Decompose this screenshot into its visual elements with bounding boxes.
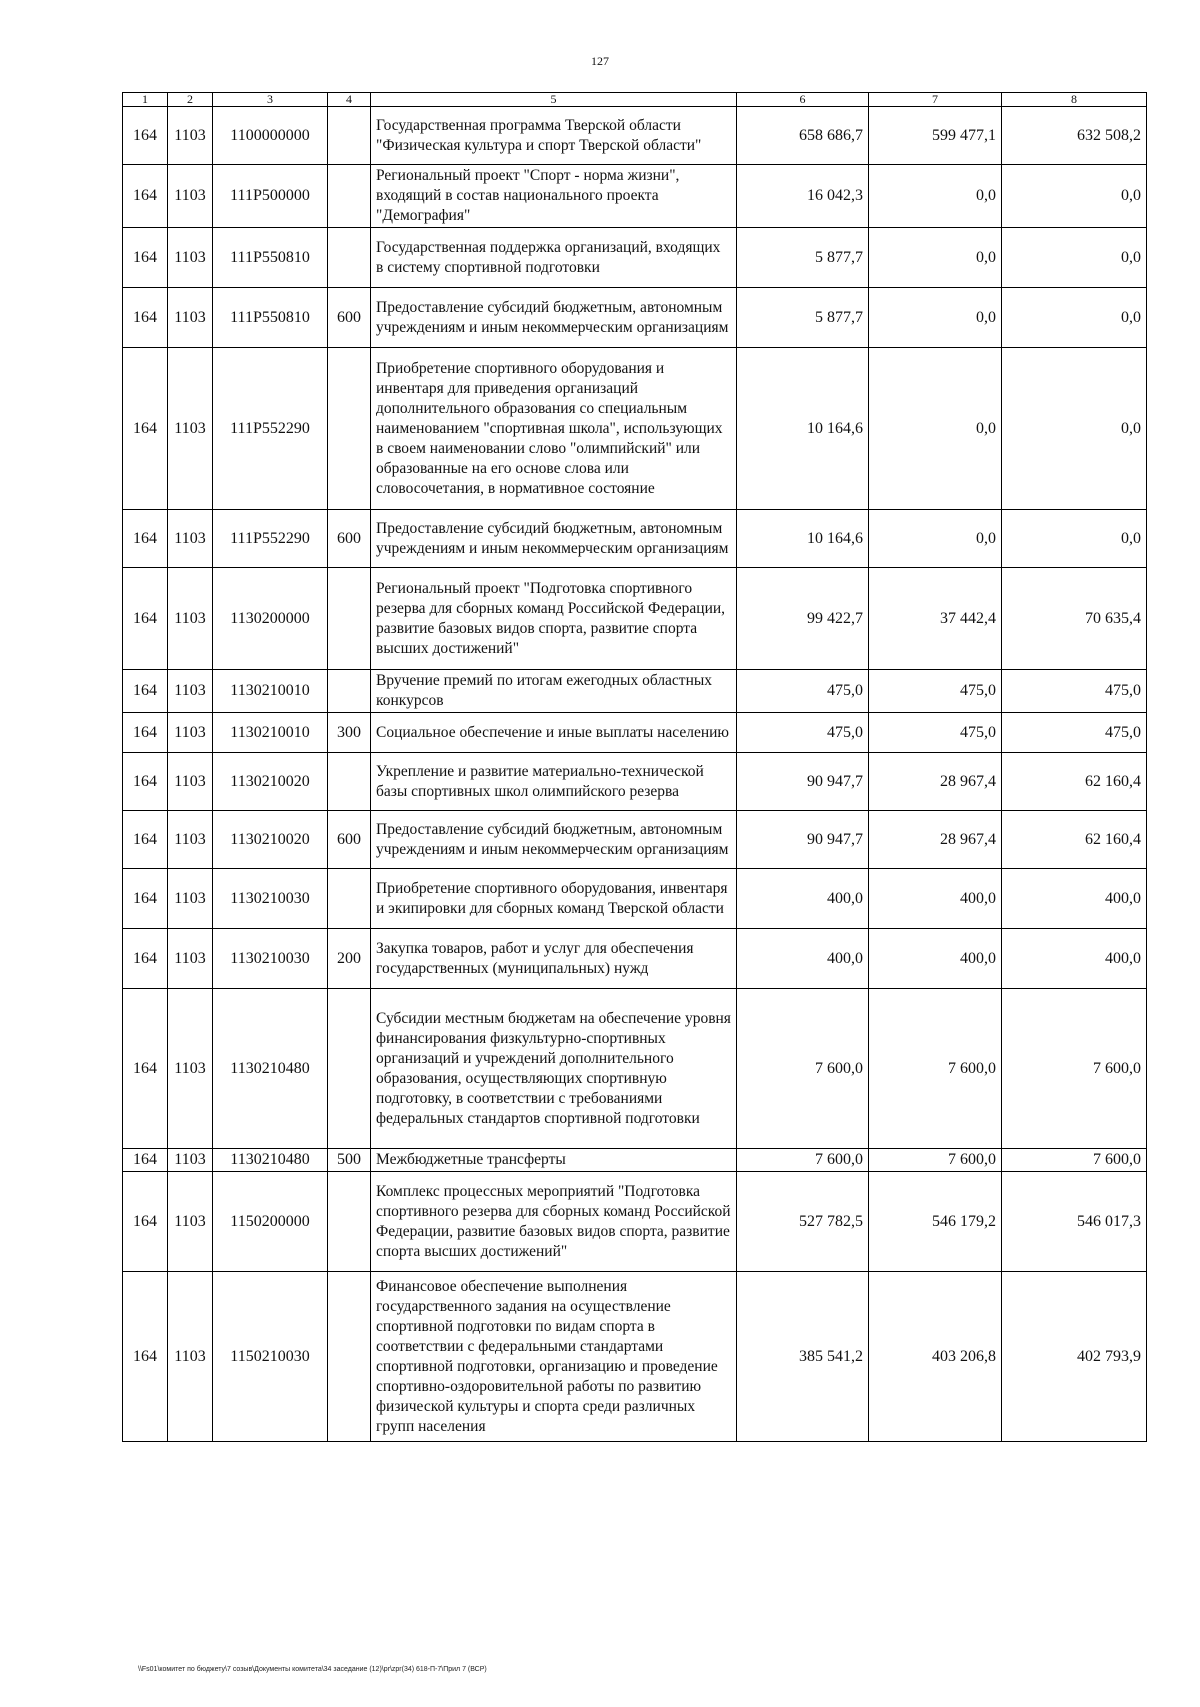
item-description: Межбюджетные трансферты — [371, 1149, 737, 1172]
amount-col-6: 5 877,7 — [737, 288, 869, 348]
section-code: 1103 — [168, 107, 213, 165]
kvsr-code: 164 — [123, 753, 168, 811]
table-row — [123, 1172, 1147, 1272]
page-number: 127 — [591, 54, 609, 68]
amount-col-8: 62 160,4 — [1002, 753, 1147, 811]
kvsr-code: 164 — [123, 811, 168, 869]
column-header: 7 — [869, 93, 1002, 107]
amount-col-8: 475,0 — [1002, 713, 1147, 753]
expense-type-code: 600 — [328, 510, 371, 568]
amount-col-6: 90 947,7 — [737, 811, 869, 869]
kvsr-code: 164 — [123, 510, 168, 568]
amount-col-6: 400,0 — [737, 929, 869, 989]
amount-col-7: 0,0 — [869, 510, 1002, 568]
amount-col-6: 16 042,3 — [737, 165, 869, 228]
kvsr-code: 164 — [123, 165, 168, 228]
expense-type-code: 600 — [328, 288, 371, 348]
table-row — [123, 1272, 1147, 1442]
table-row — [123, 811, 1147, 869]
target-article-code: 111P550810 — [213, 288, 328, 348]
expense-type-code: 500 — [328, 1149, 371, 1172]
table-row — [123, 165, 1147, 228]
item-description: Субсидии местным бюджетам на обеспечение уровня финансирования физкультурно-спортивных организаций и учреждений дополнительного образования, осуществляющих спортивную подготовку, в соответствии с требованиями федеральных стандартов спортивной подготовки — [371, 989, 737, 1149]
amount-col-6: 385 541,2 — [737, 1272, 869, 1442]
section-code: 1103 — [168, 228, 213, 288]
amount-col-8: 402 793,9 — [1002, 1272, 1147, 1442]
kvsr-code: 164 — [123, 869, 168, 929]
section-code: 1103 — [168, 288, 213, 348]
section-code: 1103 — [168, 1149, 213, 1172]
column-header: 4 — [328, 93, 371, 107]
kvsr-code: 164 — [123, 228, 168, 288]
target-article-code: 1130200000 — [213, 568, 328, 670]
amount-col-8: 70 635,4 — [1002, 568, 1147, 670]
amount-col-6: 658 686,7 — [737, 107, 869, 165]
amount-col-6: 527 782,5 — [737, 1172, 869, 1272]
section-code: 1103 — [168, 510, 213, 568]
expense-type-code: 300 — [328, 713, 371, 753]
amount-col-7: 37 442,4 — [869, 568, 1002, 670]
amount-col-7: 28 967,4 — [869, 811, 1002, 869]
table-row — [123, 670, 1147, 713]
amount-col-6: 10 164,6 — [737, 348, 869, 510]
table-row — [123, 107, 1147, 165]
amount-col-6: 99 422,7 — [737, 568, 869, 670]
expense-type-code — [328, 228, 371, 288]
expense-type-code — [328, 1172, 371, 1272]
amount-col-8: 400,0 — [1002, 929, 1147, 989]
amount-col-7: 7 600,0 — [869, 989, 1002, 1149]
target-article-code: 111P550810 — [213, 228, 328, 288]
column-header: 5 — [371, 93, 737, 107]
amount-col-6: 10 164,6 — [737, 510, 869, 568]
table-row — [123, 989, 1147, 1149]
target-article-code: 1130210020 — [213, 811, 328, 869]
amount-col-8: 7 600,0 — [1002, 989, 1147, 1149]
amount-col-7: 400,0 — [869, 869, 1002, 929]
amount-col-8: 0,0 — [1002, 165, 1147, 228]
kvsr-code: 164 — [123, 1272, 168, 1442]
column-header: 1 — [123, 93, 168, 107]
table-body — [123, 107, 1147, 1442]
item-description: Государственная поддержка организаций, входящих в систему спортивной подготовки — [371, 228, 737, 288]
amount-col-8: 0,0 — [1002, 510, 1147, 568]
amount-col-7: 0,0 — [869, 348, 1002, 510]
item-description: Предоставление субсидий бюджетным, автономным учреждениям и иным некоммерческим организациям — [371, 811, 737, 869]
amount-col-6: 7 600,0 — [737, 989, 869, 1149]
footer-file-path: \\Fs01\комитет по бюджету\7 созыв\Документы комитета\34 заседание (12)\pr\zpr(34) 618-П-7\Прил 7 (ВСР) — [138, 1666, 487, 1673]
amount-col-7: 475,0 — [869, 713, 1002, 753]
kvsr-code: 164 — [123, 568, 168, 670]
item-description: Региональный проект "Спорт - норма жизни", входящий в состав национального проекта "Демография" — [371, 165, 737, 228]
section-code: 1103 — [168, 1272, 213, 1442]
expense-type-code — [328, 753, 371, 811]
expense-type-code — [328, 670, 371, 713]
target-article-code: 111P552290 — [213, 510, 328, 568]
item-description: Приобретение спортивного оборудования и инвентаря для приведения организаций дополнительного образования со специальным наименованием "спортивная школа", использующих в своем наименовании слово "олимпийский" или образованные на его основе слова или словосочетания, в нормативное состояние — [371, 348, 737, 510]
table-row — [123, 510, 1147, 568]
kvsr-code: 164 — [123, 288, 168, 348]
kvsr-code: 164 — [123, 107, 168, 165]
section-code: 1103 — [168, 568, 213, 670]
budget-table — [122, 92, 1147, 1442]
amount-col-7: 0,0 — [869, 228, 1002, 288]
item-description: Финансовое обеспечение выполнения государственного задания на осуществление спортивной подготовки по видам спорта в соответствии с федеральными стандартами спортивной подготовки, организацию и проведение спортивно-оздоровительной работы по развитию физической культуры и спорта среди различных групп населения — [371, 1272, 737, 1442]
item-description: Закупка товаров, работ и услуг для обеспечения государственных (муниципальных) нужд — [371, 929, 737, 989]
target-article-code: 111P552290 — [213, 348, 328, 510]
kvsr-code: 164 — [123, 713, 168, 753]
amount-col-7: 0,0 — [869, 165, 1002, 228]
section-code: 1103 — [168, 165, 213, 228]
section-code: 1103 — [168, 929, 213, 989]
table-row — [123, 753, 1147, 811]
table-row — [123, 348, 1147, 510]
column-header: 6 — [737, 93, 869, 107]
column-header: 2 — [168, 93, 213, 107]
kvsr-code: 164 — [123, 1149, 168, 1172]
amount-col-6: 475,0 — [737, 670, 869, 713]
section-code: 1103 — [168, 811, 213, 869]
amount-col-6: 5 877,7 — [737, 228, 869, 288]
column-header: 3 — [213, 93, 328, 107]
table-row — [123, 1149, 1147, 1172]
amount-col-8: 0,0 — [1002, 348, 1147, 510]
amount-col-7: 7 600,0 — [869, 1149, 1002, 1172]
kvsr-code: 164 — [123, 1172, 168, 1272]
amount-col-8: 0,0 — [1002, 228, 1147, 288]
amount-col-7: 0,0 — [869, 288, 1002, 348]
amount-col-6: 400,0 — [737, 869, 869, 929]
target-article-code: 1130210020 — [213, 753, 328, 811]
item-description: Вручение премий по итогам ежегодных областных конкурсов — [371, 670, 737, 713]
target-article-code: 1150210030 — [213, 1272, 328, 1442]
item-description: Социальное обеспечение и иные выплаты населению — [371, 713, 737, 753]
item-description: Приобретение спортивного оборудования, инвентаря и экипировки для сборных команд Тверской области — [371, 869, 737, 929]
item-description: Предоставление субсидий бюджетным, автономным учреждениям и иным некоммерческим организациям — [371, 288, 737, 348]
table-row — [123, 568, 1147, 670]
table-row — [123, 713, 1147, 753]
amount-col-8: 632 508,2 — [1002, 107, 1147, 165]
section-code: 1103 — [168, 869, 213, 929]
target-article-code: 1130210480 — [213, 989, 328, 1149]
table-row — [123, 228, 1147, 288]
expense-type-code: 600 — [328, 811, 371, 869]
table-row — [123, 869, 1147, 929]
target-article-code: 1130210480 — [213, 1149, 328, 1172]
amount-col-7: 28 967,4 — [869, 753, 1002, 811]
target-article-code: 111P500000 — [213, 165, 328, 228]
section-code: 1103 — [168, 1172, 213, 1272]
item-description: Предоставление субсидий бюджетным, автономным учреждениям и иным некоммерческим организациям — [371, 510, 737, 568]
target-article-code: 1130210010 — [213, 713, 328, 753]
kvsr-code: 164 — [123, 989, 168, 1149]
amount-col-7: 546 179,2 — [869, 1172, 1002, 1272]
target-article-code: 1130210030 — [213, 929, 328, 989]
expense-type-code — [328, 165, 371, 228]
amount-col-6: 90 947,7 — [737, 753, 869, 811]
table-row — [123, 929, 1147, 989]
expense-type-code — [328, 568, 371, 670]
target-article-code: 1100000000 — [213, 107, 328, 165]
section-code: 1103 — [168, 989, 213, 1149]
expense-type-code — [328, 1272, 371, 1442]
expense-type-code — [328, 989, 371, 1149]
item-description: Укрепление и развитие материально-технической базы спортивных школ олимпийского резерва — [371, 753, 737, 811]
expense-type-code — [328, 107, 371, 165]
amount-col-6: 7 600,0 — [737, 1149, 869, 1172]
section-code: 1103 — [168, 670, 213, 713]
amount-col-7: 403 206,8 — [869, 1272, 1002, 1442]
header-row — [123, 93, 1147, 107]
item-description: Государственная программа Тверской области "Физическая культура и спорт Тверской области" — [371, 107, 737, 165]
amount-col-8: 546 017,3 — [1002, 1172, 1147, 1272]
expense-type-code — [328, 869, 371, 929]
target-article-code: 1130210010 — [213, 670, 328, 713]
column-header: 8 — [1002, 93, 1147, 107]
section-code: 1103 — [168, 753, 213, 811]
item-description: Региональный проект "Подготовка спортивного резерва для сборных команд Российской Федерации, развитие базовых видов спорта, развитие спорта высших достижений" — [371, 568, 737, 670]
table-row — [123, 288, 1147, 348]
amount-col-8: 475,0 — [1002, 670, 1147, 713]
amount-col-6: 475,0 — [737, 713, 869, 753]
amount-col-8: 7 600,0 — [1002, 1149, 1147, 1172]
amount-col-8: 62 160,4 — [1002, 811, 1147, 869]
target-article-code: 1130210030 — [213, 869, 328, 929]
kvsr-code: 164 — [123, 929, 168, 989]
section-code: 1103 — [168, 713, 213, 753]
amount-col-7: 475,0 — [869, 670, 1002, 713]
expense-type-code — [328, 348, 371, 510]
amount-col-7: 400,0 — [869, 929, 1002, 989]
kvsr-code: 164 — [123, 348, 168, 510]
amount-col-8: 0,0 — [1002, 288, 1147, 348]
item-description: Комплекс процессных мероприятий "Подготовка спортивного резерва для сборных команд Российской Федерации, развитие базовых видов спорта, развитие спорта высших достижений" — [371, 1172, 737, 1272]
amount-col-7: 599 477,1 — [869, 107, 1002, 165]
expense-type-code: 200 — [328, 929, 371, 989]
kvsr-code: 164 — [123, 670, 168, 713]
amount-col-8: 400,0 — [1002, 869, 1147, 929]
target-article-code: 1150200000 — [213, 1172, 328, 1272]
section-code: 1103 — [168, 348, 213, 510]
